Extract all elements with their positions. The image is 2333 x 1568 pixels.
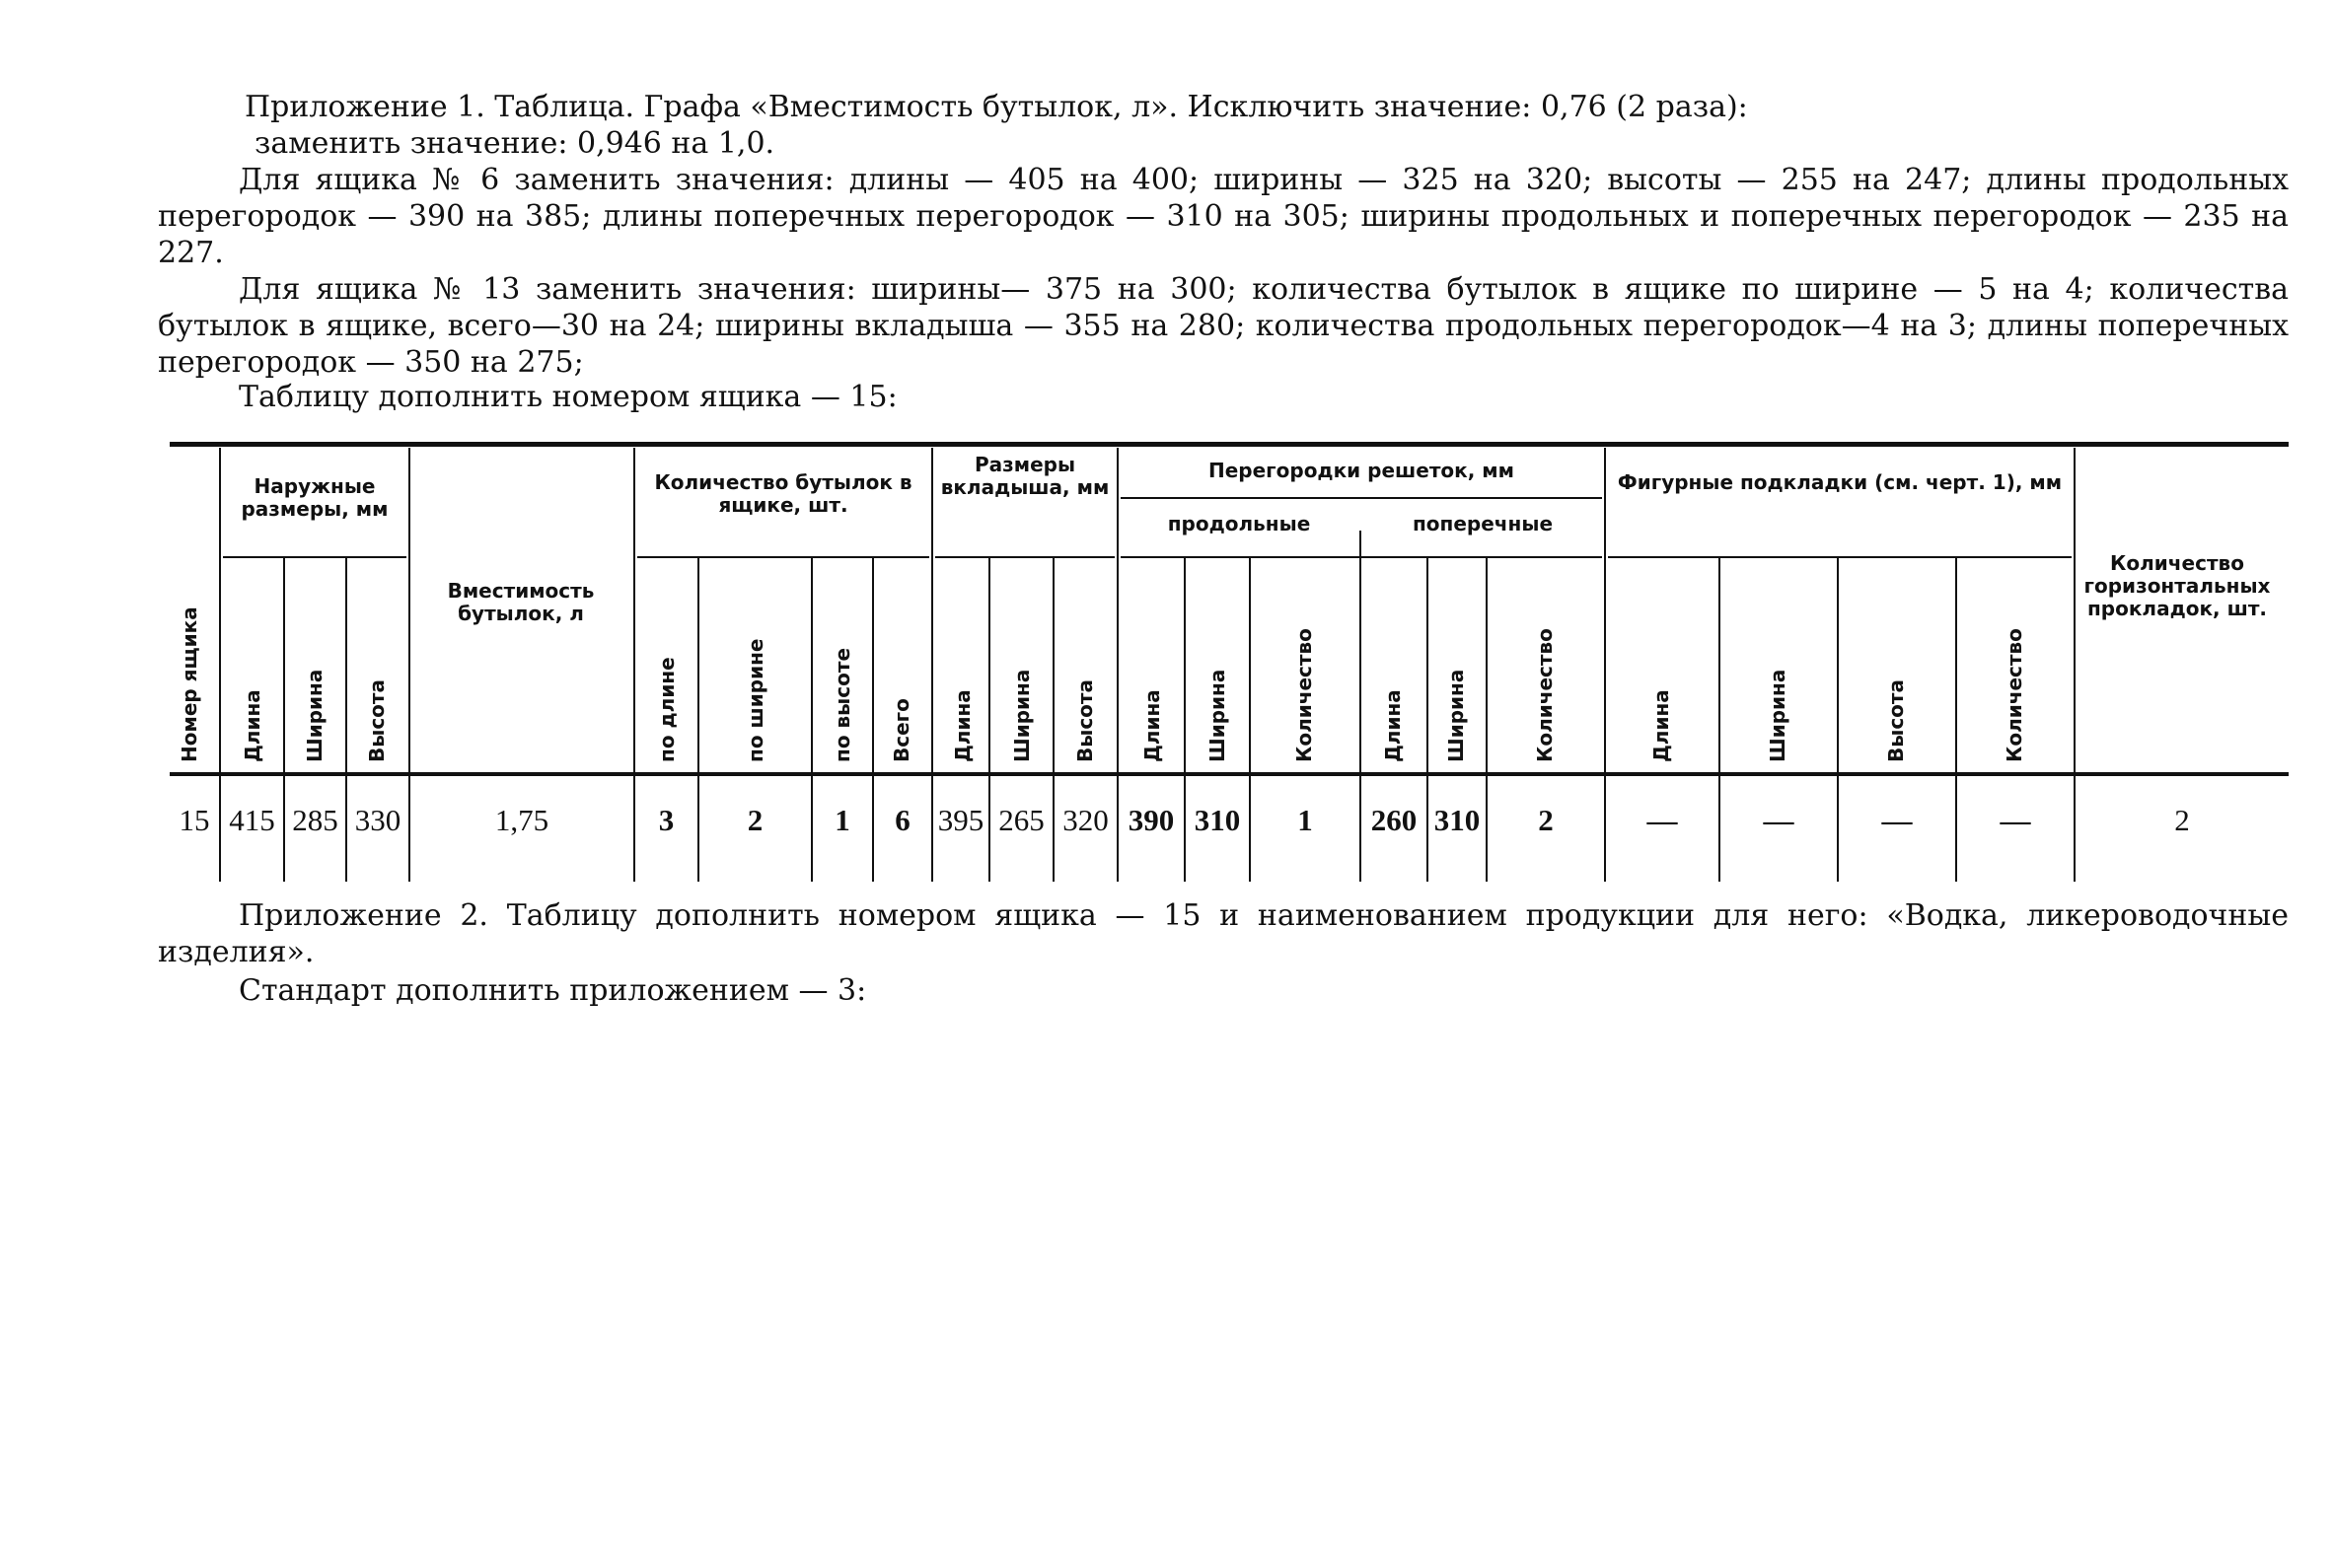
header-partitions: Перегородки решеток, мм	[1208, 459, 1514, 482]
header-longitudinal: продольные	[1167, 512, 1311, 535]
box-table	[170, 442, 2289, 886]
header-outer-length: Длина	[241, 689, 264, 762]
intro-line-2: заменить значение: 0,946 на 1,0.	[255, 126, 775, 161]
table-header-rule	[170, 772, 2289, 776]
cell-horizontal-pads: 2	[2174, 803, 2190, 837]
header-shaped-pads: Фигурные подкладки (см. черт. 1), мм	[1617, 470, 2063, 494]
cell-by-width: 2	[747, 803, 764, 837]
cell-by-length: 3	[658, 803, 675, 837]
header-by-height: по высоте	[831, 647, 854, 762]
header-total: Всего	[890, 698, 913, 762]
header-capacity: Вместимость бутылок, л	[447, 579, 595, 625]
header-trans-width: Ширина	[1444, 669, 1468, 762]
appendix-2-paragraph: Приложение 2. Таблицу дополнить номером ящика — 15 и наименованием продукции для него: «Водка, ликероводочные изделия».	[158, 898, 2289, 969]
cell-insert-width: 265	[998, 803, 1045, 837]
cell-outer-length: 415	[229, 803, 275, 837]
header-outer-height: Высота	[365, 678, 389, 762]
appendix-3-line: Стандарт дополнить приложением — 3:	[239, 973, 867, 1008]
cell-by-height: 1	[835, 803, 850, 837]
cell-trans-width: 310	[1433, 803, 1481, 837]
header-insert-height: Высота	[1073, 678, 1097, 762]
header-pad-width: Ширина	[1766, 669, 1789, 762]
header-box-number: Номер ящика	[178, 606, 201, 762]
cell-outer-height: 330	[354, 803, 401, 837]
cell-pad-width: —	[1763, 803, 1794, 837]
cell-insert-height: 320	[1062, 803, 1109, 837]
header-by-width: по ширине	[744, 638, 767, 762]
cell-long-width: 310	[1194, 803, 1241, 837]
table-top-rule	[170, 442, 2289, 447]
header-outer-dimensions: Наружные размеры, мм	[241, 474, 389, 521]
cell-total: 6	[895, 803, 911, 837]
header-outer-width: Ширина	[303, 669, 327, 762]
box13-paragraph: Для ящика № 13 заменить значения: ширины— 375 на 300; количества бутылок в ящике по ширине — 5 на 4; количества бутылок в ящике, всего—30 на 24; ширины вкладыша — 355 на 280; количества продольных перегородок—4 на 3; длины поперечных перегородок — 350 на 275;	[158, 272, 2289, 380]
cell-insert-length: 395	[937, 803, 984, 837]
header-long-length: Длина	[1140, 689, 1164, 762]
intro-line-1: Приложение 1. Таблица. Графа «Вместимость бутылок, л». Исключить значение: 0,76 (2 раза):	[245, 90, 1748, 124]
header-insert-length: Длина	[951, 689, 975, 762]
cell-outer-width: 285	[292, 803, 338, 837]
cell-capacity: 1,75	[494, 803, 549, 837]
header-trans-quantity: Количество	[1533, 628, 1557, 762]
cell-trans-quantity: 2	[1538, 803, 1554, 837]
box6-paragraph: Для ящика № 6 заменить значения: длины — 405 на 400; ширины — 325 на 320; высоты — 255 на 247; длины продольных перегородок — 390 на 385; длины поперечных перегородок — 310 на 305; ширины продольных и поперечных перегородок — 235 на 227.	[158, 163, 2289, 270]
header-long-width: Ширина	[1205, 669, 1229, 762]
header-insert-dimensions: Размеры вкладыша, мм	[940, 453, 1110, 499]
header-long-quantity: Количество	[1292, 628, 1316, 762]
header-transverse: поперечные	[1412, 512, 1554, 535]
cell-box-number: 15	[179, 803, 210, 837]
header-pad-length: Длина	[1649, 689, 1673, 762]
header-by-length: по длине	[655, 657, 679, 762]
cell-long-quantity: 1	[1297, 803, 1313, 837]
table-add-line: Таблицу дополнить номером ящика — 15:	[239, 380, 898, 414]
cell-trans-length: 260	[1370, 803, 1418, 837]
cell-long-length: 390	[1128, 803, 1175, 837]
header-pad-quantity: Количество	[2003, 628, 2026, 762]
header-horizontal-pads: Количество горизонтальных прокладок, шт.	[2083, 551, 2271, 620]
cell-pad-height: —	[1881, 803, 1913, 837]
cell-pad-quantity: —	[2000, 803, 2031, 837]
header-bottle-count: Количество бутылок в ящике, шт.	[654, 470, 912, 517]
header-insert-width: Ширина	[1010, 669, 1034, 762]
header-pad-height: Высота	[1884, 678, 1908, 762]
cell-pad-length: —	[1646, 803, 1678, 837]
header-trans-length: Длина	[1381, 689, 1405, 762]
